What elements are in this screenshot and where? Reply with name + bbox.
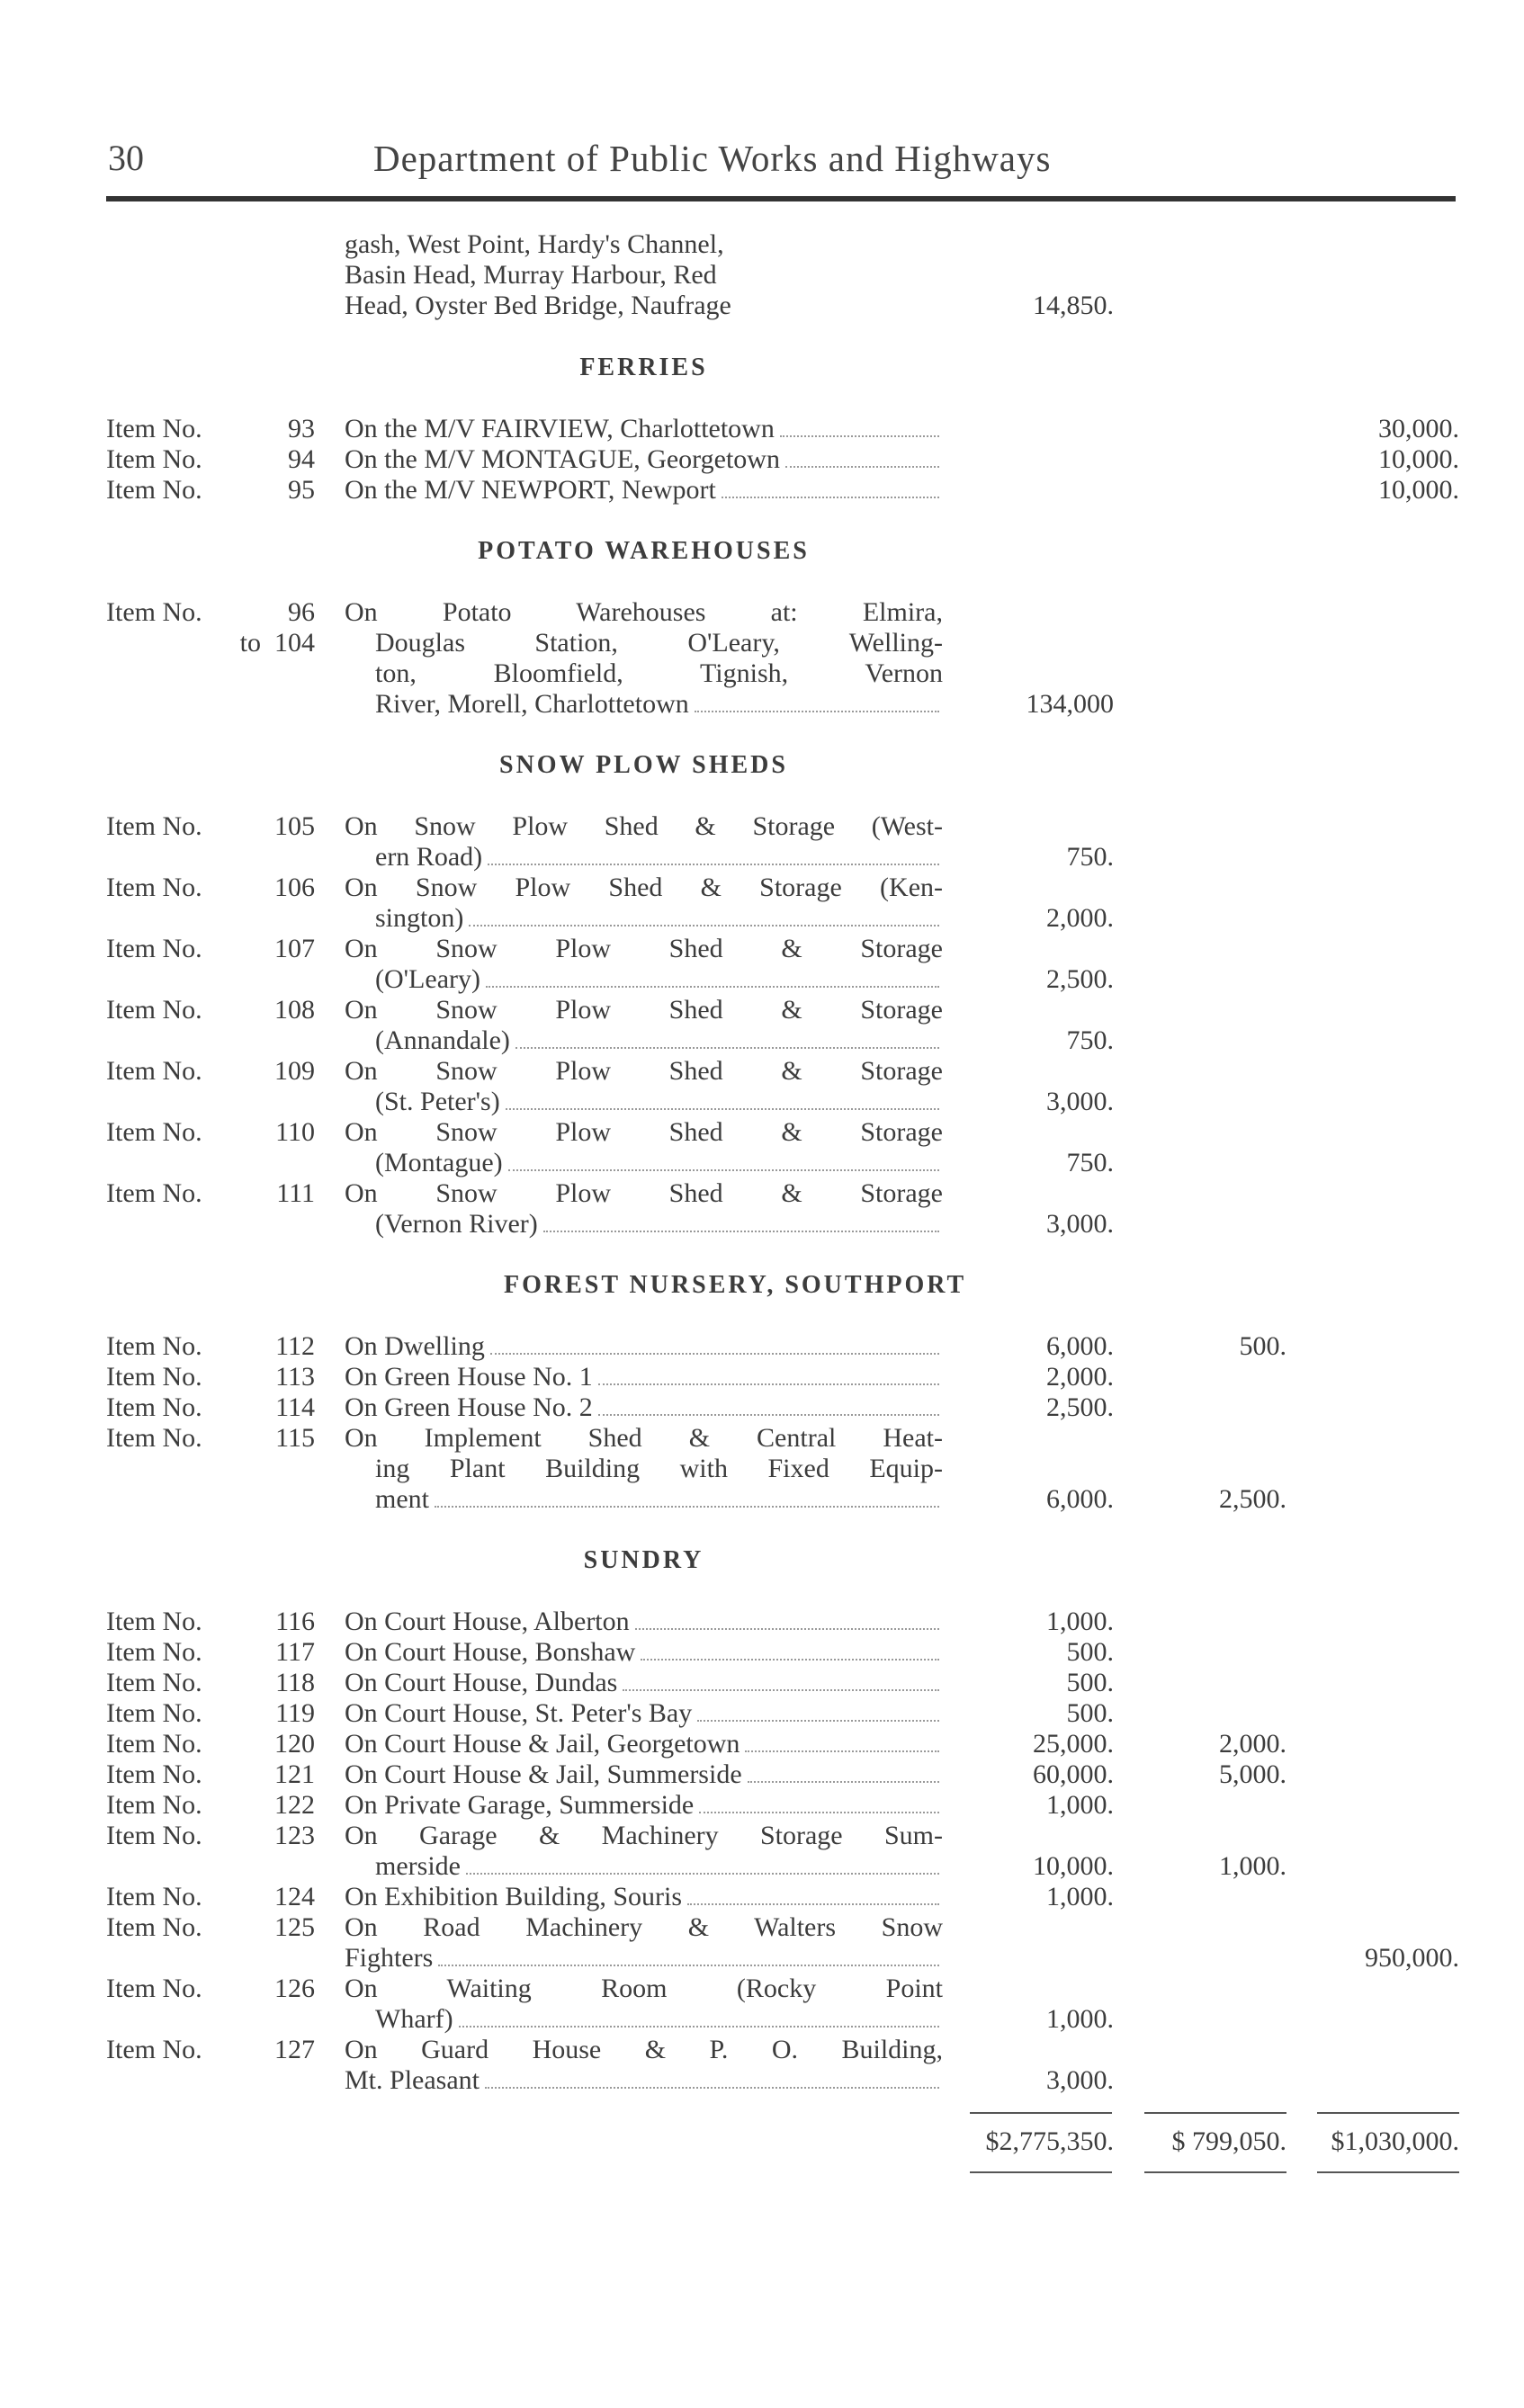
total-col2: $ 799,050. [1171,2126,1286,2156]
amount-col1: 134,000 [1026,689,1114,719]
amount-col2: 2,500. [1219,1484,1286,1514]
item-range-to: to [239,628,261,658]
amount-col1: 1,000. [1046,1882,1114,1911]
item-description: Douglas Station, O'Leary, Welling- [375,628,943,658]
item-description: On Snow Plow Shed & Storage [345,1178,943,1208]
item-number: 113 [275,1362,315,1392]
total-col3: $1,030,000. [1331,2126,1459,2156]
item-label: Item No. [106,1637,202,1667]
item-label: Item No. [106,995,202,1025]
item-label: Item No. [106,1729,202,1759]
item-description: On Waiting Room (Rocky Point [345,1974,943,2003]
item-label: Item No. [106,811,202,841]
amount-col1: 1,000. [1046,2004,1114,2034]
item-label: Item No. [106,2035,202,2064]
item-number: 94 [288,444,315,474]
item-description: On Exhibition Building, Souris [345,1882,943,1912]
item-description: On Court House & Jail, Georgetown [345,1729,943,1759]
total-col1: $2,775,350. [985,2126,1114,2156]
header-rule [106,196,1456,201]
amount-col1: 6,000. [1046,1331,1114,1361]
item-description: On Court House, St. Peter's Bay [345,1698,943,1729]
item-description: On Court House & Jail, Summerside [345,1759,943,1790]
amount-col1: 3,000. [1046,1209,1114,1239]
item-number: 95 [288,475,315,505]
item-description: On Potato Warehouses at: Elmira, [345,597,943,627]
page-number: 30 [108,138,144,178]
page-title: Department of Public Works and Highways [373,138,1052,179]
amount-col1: 750. [1066,842,1114,872]
item-description: On Snow Plow Shed & Storage [345,1117,943,1147]
item-description: On Road Machinery & Walters Snow [345,1912,943,1942]
amount-col2: 5,000. [1219,1759,1286,1789]
item-label: Item No. [106,1759,202,1789]
item-number: 124 [274,1882,315,1911]
item-description: (Montague) [375,1148,943,1178]
amount-col1: 3,000. [1046,2065,1114,2095]
item-number: 116 [275,1607,315,1636]
item-description: On Snow Plow Shed & Storage (West- [345,811,943,841]
item-description: On Snow Plow Shed & Storage [345,1056,943,1086]
item-label: Item No. [106,444,202,474]
item-number: 123 [274,1821,315,1850]
amount-col1: 500. [1066,1698,1114,1728]
item-description: On Private Garage, Summerside [345,1790,943,1821]
amount-col2: 500. [1239,1331,1286,1361]
amount-col1: 1,000. [1046,1607,1114,1636]
item-label: Item No. [106,1790,202,1820]
item-label: Item No. [106,1668,202,1697]
item-description: ment [375,1484,943,1515]
amount-col1: 3,000. [1046,1087,1114,1116]
item-label: Item No. [106,1362,202,1392]
item-description: (Annandale) [375,1025,943,1056]
item-description: River, Morell, Charlottetown [375,689,943,720]
item-description: On the M/V MONTAGUE, Georgetown [345,444,943,475]
item-description: Fighters [345,1943,943,1974]
item-number: 127 [274,2035,315,2064]
item-number: 126 [274,1974,315,2003]
amount-col1: 750. [1066,1148,1114,1177]
total-rule-top [1144,2112,1286,2114]
item-description: (O'Leary) [375,964,943,995]
item-number: 119 [275,1698,315,1728]
section-heading-potato: POTATO WAREHOUSES [478,537,810,565]
item-description: ton, Bloomfield, Tignish, Vernon [375,658,943,688]
item-description: On Snow Plow Shed & Storage [345,934,943,963]
item-number: 122 [274,1790,315,1820]
item-description: On Snow Plow Shed & Storage [345,995,943,1025]
amount-col1: 6,000. [1046,1484,1114,1514]
item-label: Item No. [106,1912,202,1942]
item-description: (St. Peter's) [375,1087,943,1117]
item-number: 112 [275,1331,315,1361]
item-number: 106 [274,873,315,902]
item-number: 114 [275,1392,315,1422]
item-label: Item No. [106,1974,202,2003]
item-description: Wharf) [375,2004,943,2035]
item-number: 111 [276,1178,315,1208]
item-label: Item No. [106,873,202,902]
item-label: Item No. [106,1698,202,1728]
item-label: Item No. [106,1423,202,1453]
section-heading-snow: SNOW PLOW SHEDS [499,751,788,779]
item-label: Item No. [106,1117,202,1147]
amount-col1: 2,000. [1046,903,1114,933]
item-number: 108 [274,995,315,1025]
section-heading-sundry: SUNDRY [583,1546,704,1574]
item-description: On the M/V NEWPORT, Newport [345,475,943,506]
amount-col1: 500. [1066,1637,1114,1667]
total-rule-bottom [1144,2171,1286,2173]
item-label: Item No. [106,597,202,627]
item-label: Item No. [106,1178,202,1208]
item-number: 118 [275,1668,315,1697]
item-label: Item No. [106,414,202,443]
item-description: On the M/V FAIRVIEW, Charlottetown [345,414,943,444]
intro-line: Head, Oyster Bed Bridge, Naufrage [345,291,731,320]
item-description: merside [375,1851,943,1882]
item-description: On Implement Shed & Central Heat- [345,1423,943,1453]
amount-col1: 10,000. [1033,1851,1114,1881]
item-description: ern Road) [375,842,943,873]
item-description: On Garage & Machinery Storage Sum- [345,1821,943,1850]
item-number: 120 [274,1729,315,1759]
item-description: On Court House, Dundas [345,1668,943,1698]
amount-col2: 2,000. [1219,1729,1286,1759]
item-label: Item No. [106,475,202,505]
amount-col1: 1,000. [1046,1790,1114,1820]
total-rule-bottom [1317,2171,1459,2173]
item-label: Item No. [106,934,202,963]
item-label: Item No. [106,1882,202,1911]
item-description: Mt. Pleasant [345,2065,943,2096]
item-number: 105 [274,811,315,841]
total-rule-top [1317,2112,1459,2114]
total-rule-top [970,2112,1112,2114]
item-description: On Green House No. 2 [345,1392,943,1423]
amount-col1: 2,000. [1046,1362,1114,1392]
item-label: Item No. [106,1607,202,1636]
amount-col3: 10,000. [1378,475,1459,505]
item-label: Item No. [106,1056,202,1086]
amount-col3: 10,000. [1378,444,1459,474]
item-description: On Green House No. 1 [345,1362,943,1392]
amount-col1: 2,500. [1046,1392,1114,1422]
item-description: On Court House, Alberton [345,1607,943,1637]
intro-line: gash, West Point, Hardy's Channel, [345,229,724,259]
item-description: sington) [375,903,943,934]
item-number: 109 [274,1056,315,1086]
item-number: 121 [274,1759,315,1789]
amount-col1: 25,000. [1033,1729,1114,1759]
amount-col2: 1,000. [1219,1851,1286,1881]
item-description: On Snow Plow Shed & Storage (Ken- [345,873,943,902]
item-number: 125 [274,1912,315,1942]
amount-col3: 950,000. [1365,1943,1459,1973]
amount-col1: 2,500. [1046,964,1114,994]
item-label: Item No. [106,1821,202,1850]
intro-line: Basin Head, Murray Harbour, Red [345,260,717,290]
item-number: 104 [274,628,315,658]
item-description: On Court House, Bonshaw [345,1637,943,1668]
item-description: On Dwelling [345,1331,943,1362]
item-label: Item No. [106,1331,202,1361]
item-number: 107 [274,934,315,963]
intro-amount: 14,850. [1033,291,1114,320]
item-number: 117 [275,1637,315,1667]
section-heading-ferries: FERRIES [579,354,708,381]
item-description: On Guard House & P. O. Building, [345,2035,943,2064]
item-number: 96 [288,597,315,627]
amount-col3: 30,000. [1378,414,1459,443]
section-heading-forest: FOREST NURSERY, SOUTHPORT [504,1271,967,1299]
item-description: ing Plant Building with Fixed Equip- [375,1454,943,1483]
amount-col1: 750. [1066,1025,1114,1055]
item-number: 110 [275,1117,315,1147]
amount-col1: 60,000. [1033,1759,1114,1789]
item-number: 115 [275,1423,315,1453]
item-description: (Vernon River) [375,1209,943,1240]
item-label: Item No. [106,1392,202,1422]
item-number: 93 [288,414,315,443]
total-rule-bottom [970,2171,1112,2173]
amount-col1: 500. [1066,1668,1114,1697]
